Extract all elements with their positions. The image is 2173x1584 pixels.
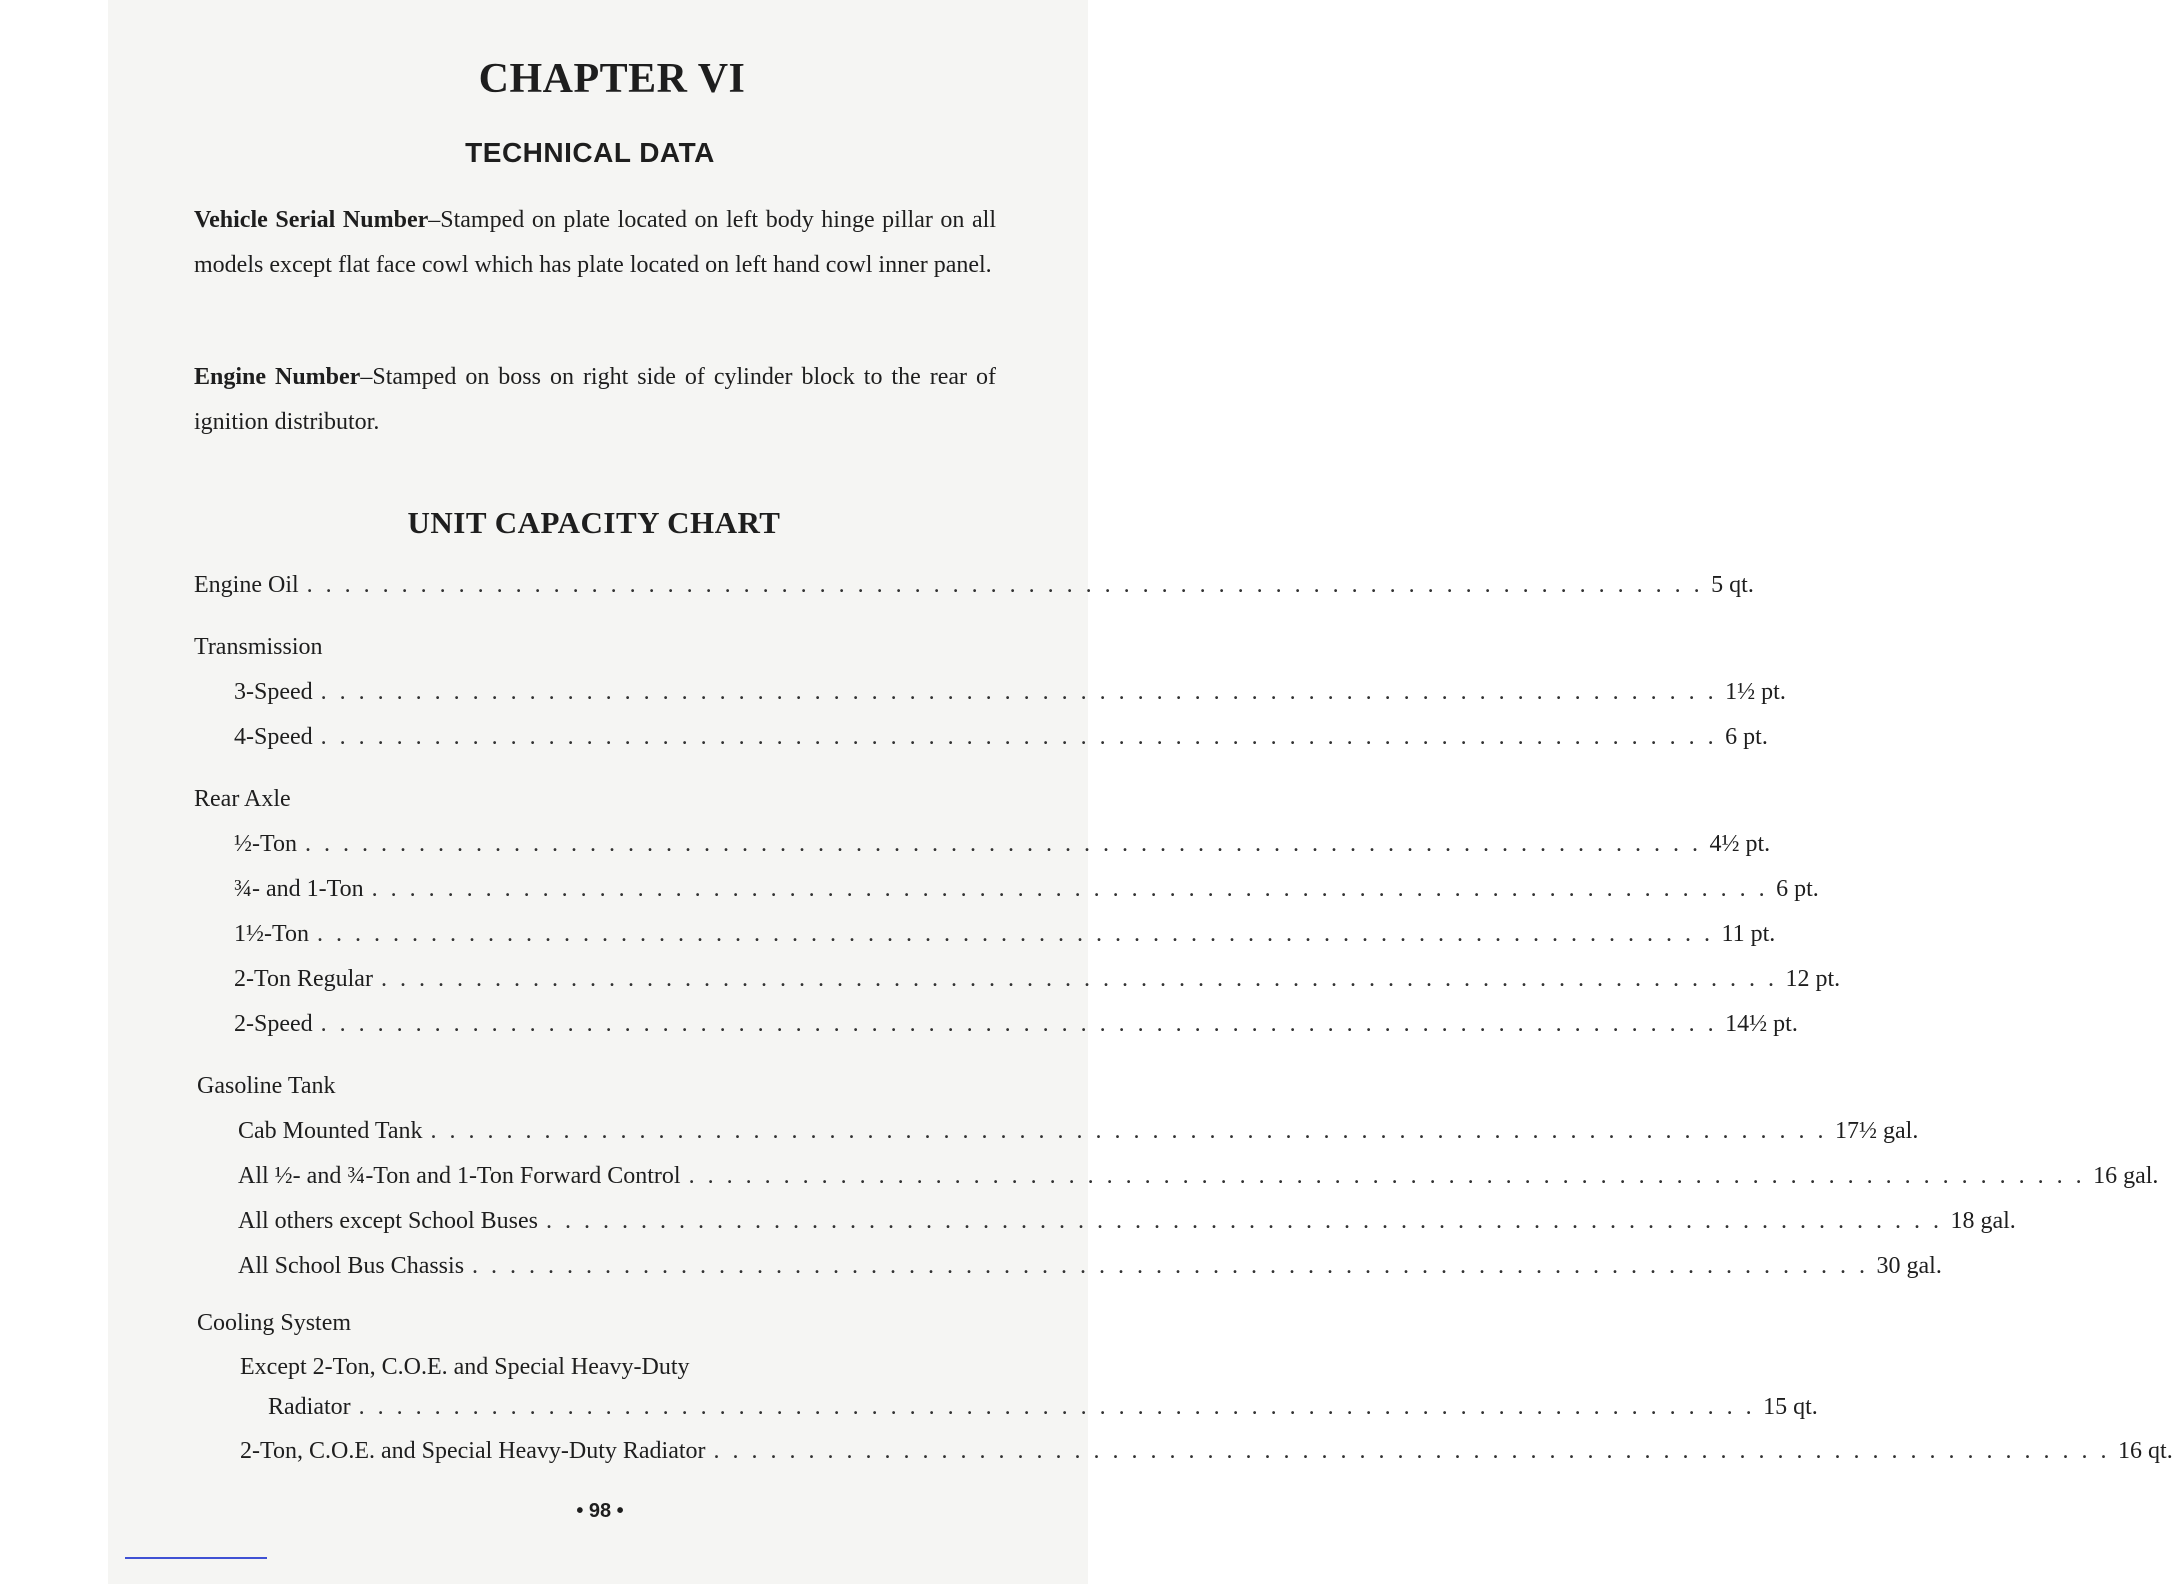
- engine-number-paragraph: [194, 355, 996, 445]
- row-label: Cab Mounted Tank: [238, 1118, 423, 1144]
- capacity-row-special-heavy-duty-radiator: [240, 1438, 2173, 1465]
- vehicle-serial-term: Vehicle Serial Number: [194, 207, 429, 233]
- dot-leader: . . . . . . . . . . . . . . . . . . . . . . . . . . . . . . . . . . . . . . . . . . . . . . . . . . . . . . . . . . . . . . . . . . . . . . . . . .: [306, 572, 1704, 598]
- row-value: 4½ pt.: [1709, 831, 1771, 857]
- row-value: 6 pt.: [1725, 724, 1768, 750]
- engine-number-text: –Stamped on boss on right side of cylinder block to the rear of ignition distributor.: [194, 364, 996, 435]
- category-gasoline-tank: Gasoline Tank: [197, 1073, 336, 1099]
- section-title: TECHNICAL DATA: [465, 137, 715, 168]
- row-value: 6 pt.: [1776, 876, 1819, 902]
- capacity-row-one-and-half-ton: [234, 921, 1776, 948]
- capacity-row-school-bus-chassis: [238, 1253, 1942, 1280]
- dot-leader: . . . . . . . . . . . . . . . . . . . . . . . . . . . . . . . . . . . . . . . . . . . . . . . . . . . . . . . . . . . . . . . . . . . . . . . . . .: [688, 1163, 2086, 1189]
- dot-leader: . . . . . . . . . . . . . . . . . . . . . . . . . . . . . . . . . . . . . . . . . . . . . . . . . . . . . . . . . . . . . . . . . . . . . . . . . .: [316, 921, 1714, 947]
- dot-leader: . . . . . . . . . . . . . . . . . . . . . . . . . . . . . . . . . . . . . . . . . . . . . . . . . . . . . . . . . . . . . . . . . . . . . . . . . .: [472, 1253, 1869, 1279]
- capacity-row-2-ton-regular: [234, 966, 1841, 993]
- cooling-item-except-line1: Except 2-Ton, C.O.E. and Special Heavy-Duty: [240, 1354, 690, 1380]
- engine-number-term: Engine Number: [194, 364, 361, 390]
- capacity-row-except-radiator: [268, 1394, 1818, 1421]
- row-value: 18 gal.: [1950, 1208, 2016, 1234]
- capacity-row-engine-oil: [194, 572, 1754, 599]
- chart-title: UNIT CAPACITY CHART: [407, 505, 781, 540]
- dot-leader: . . . . . . . . . . . . . . . . . . . . . . . . . . . . . . . . . . . . . . . . . . . . . . . . . . . . . . . . . . . . . . . . . . . . . . . . . .: [371, 876, 1769, 902]
- row-label: All others except School Buses: [238, 1208, 538, 1234]
- vehicle-serial-text: –Stamped on plate located on left body hinge pillar on all models except flat face cowl which has plate located on left hand cowl inner panel.: [194, 207, 996, 278]
- dot-leader: . . . . . . . . . . . . . . . . . . . . . . . . . . . . . . . . . . . . . . . . . . . . . . . . . . . . . . . . . . . . . . . . . . . . . . . . . .: [430, 1118, 1828, 1144]
- row-label: 2-Ton Regular: [234, 966, 373, 992]
- page-number: • 98 •: [576, 1500, 624, 1522]
- row-value: 1½ pt.: [1725, 679, 1786, 705]
- capacity-row-2-speed: [234, 1011, 1798, 1038]
- chapter-title: CHAPTER VI: [478, 56, 746, 102]
- row-value: 17½ gal.: [1835, 1118, 1919, 1144]
- capacity-row-cab-mounted-tank: [238, 1118, 1919, 1145]
- capacity-row-three-quarter-and-1-ton: [234, 876, 1819, 903]
- row-value: 5 qt.: [1711, 572, 1754, 598]
- row-value: 16 gal.: [2093, 1163, 2159, 1189]
- category-rear-axle: Rear Axle: [194, 786, 291, 812]
- capacity-row-3-speed: [234, 679, 1786, 706]
- row-value: 14½ pt.: [1725, 1011, 1798, 1037]
- dot-leader: . . . . . . . . . . . . . . . . . . . . . . . . . . . . . . . . . . . . . . . . . . . . . . . . . . . . . . . . . . . . . . . . . . . . . . . . . .: [713, 1438, 2111, 1464]
- row-label: Engine Oil: [194, 572, 299, 598]
- dot-leader: . . . . . . . . . . . . . . . . . . . . . . . . . . . . . . . . . . . . . . . . . . . . . . . . . . . . . . . . . . . . . . . . . . . . . . . . . .: [320, 679, 1718, 705]
- row-label: 2-Ton, C.O.E. and Special Heavy-Duty Radiator: [240, 1438, 706, 1464]
- dot-leader: . . . . . . . . . . . . . . . . . . . . . . . . . . . . . . . . . . . . . . . . . . . . . . . . . . . . . . . . . . . . . . . . . . . . . . . . . .: [320, 1011, 1718, 1037]
- row-value: 30 gal.: [1876, 1253, 1942, 1279]
- row-label: All ½- and ¾-Ton and 1-Ton Forward Control: [238, 1163, 681, 1189]
- row-label: 3-Speed: [234, 679, 313, 705]
- category-cooling-system: Cooling System: [197, 1310, 352, 1336]
- dot-leader: . . . . . . . . . . . . . . . . . . . . . . . . . . . . . . . . . . . . . . . . . . . . . . . . . . . . . . . . . . . . . . . . . . . . . . . . . .: [358, 1394, 1756, 1420]
- row-value: 11 pt.: [1721, 921, 1776, 947]
- row-label: 2-Speed: [234, 1011, 313, 1037]
- vehicle-serial-paragraph: [194, 198, 996, 288]
- dot-leader: . . . . . . . . . . . . . . . . . . . . . . . . . . . . . . . . . . . . . . . . . . . . . . . . . . . . . . . . . . . . . . . . . . . . . . . . . .: [380, 966, 1778, 992]
- capacity-row-forward-control: [238, 1163, 2159, 1190]
- dot-leader: . . . . . . . . . . . . . . . . . . . . . . . . . . . . . . . . . . . . . . . . . . . . . . . . . . . . . . . . . . . . . . . . . . . . . . . . . .: [304, 831, 1702, 857]
- capacity-row-4-speed: [234, 724, 1768, 751]
- row-label: Radiator: [268, 1394, 351, 1420]
- row-label: 1½-Ton: [234, 921, 309, 947]
- capacity-row-all-others: [238, 1208, 2016, 1235]
- row-label: ½-Ton: [234, 831, 297, 857]
- row-label: 4-Speed: [234, 724, 313, 750]
- dot-leader: . . . . . . . . . . . . . . . . . . . . . . . . . . . . . . . . . . . . . . . . . . . . . . . . . . . . . . . . . . . . . . . . . . . . . . . . . .: [320, 724, 1718, 750]
- dot-leader: . . . . . . . . . . . . . . . . . . . . . . . . . . . . . . . . . . . . . . . . . . . . . . . . . . . . . . . . . . . . . . . . . . . . . . . . . .: [545, 1208, 1943, 1234]
- category-transmission: Transmission: [194, 634, 323, 660]
- row-value: 16 qt.: [2118, 1438, 2173, 1464]
- capacity-row-half-ton: [234, 831, 1771, 858]
- row-label: All School Bus Chassis: [238, 1253, 465, 1279]
- row-label: ¾- and 1-Ton: [234, 876, 364, 902]
- row-value: 15 qt.: [1763, 1394, 1818, 1420]
- row-value: 12 pt.: [1785, 966, 1841, 992]
- divider-line: [125, 1557, 267, 1559]
